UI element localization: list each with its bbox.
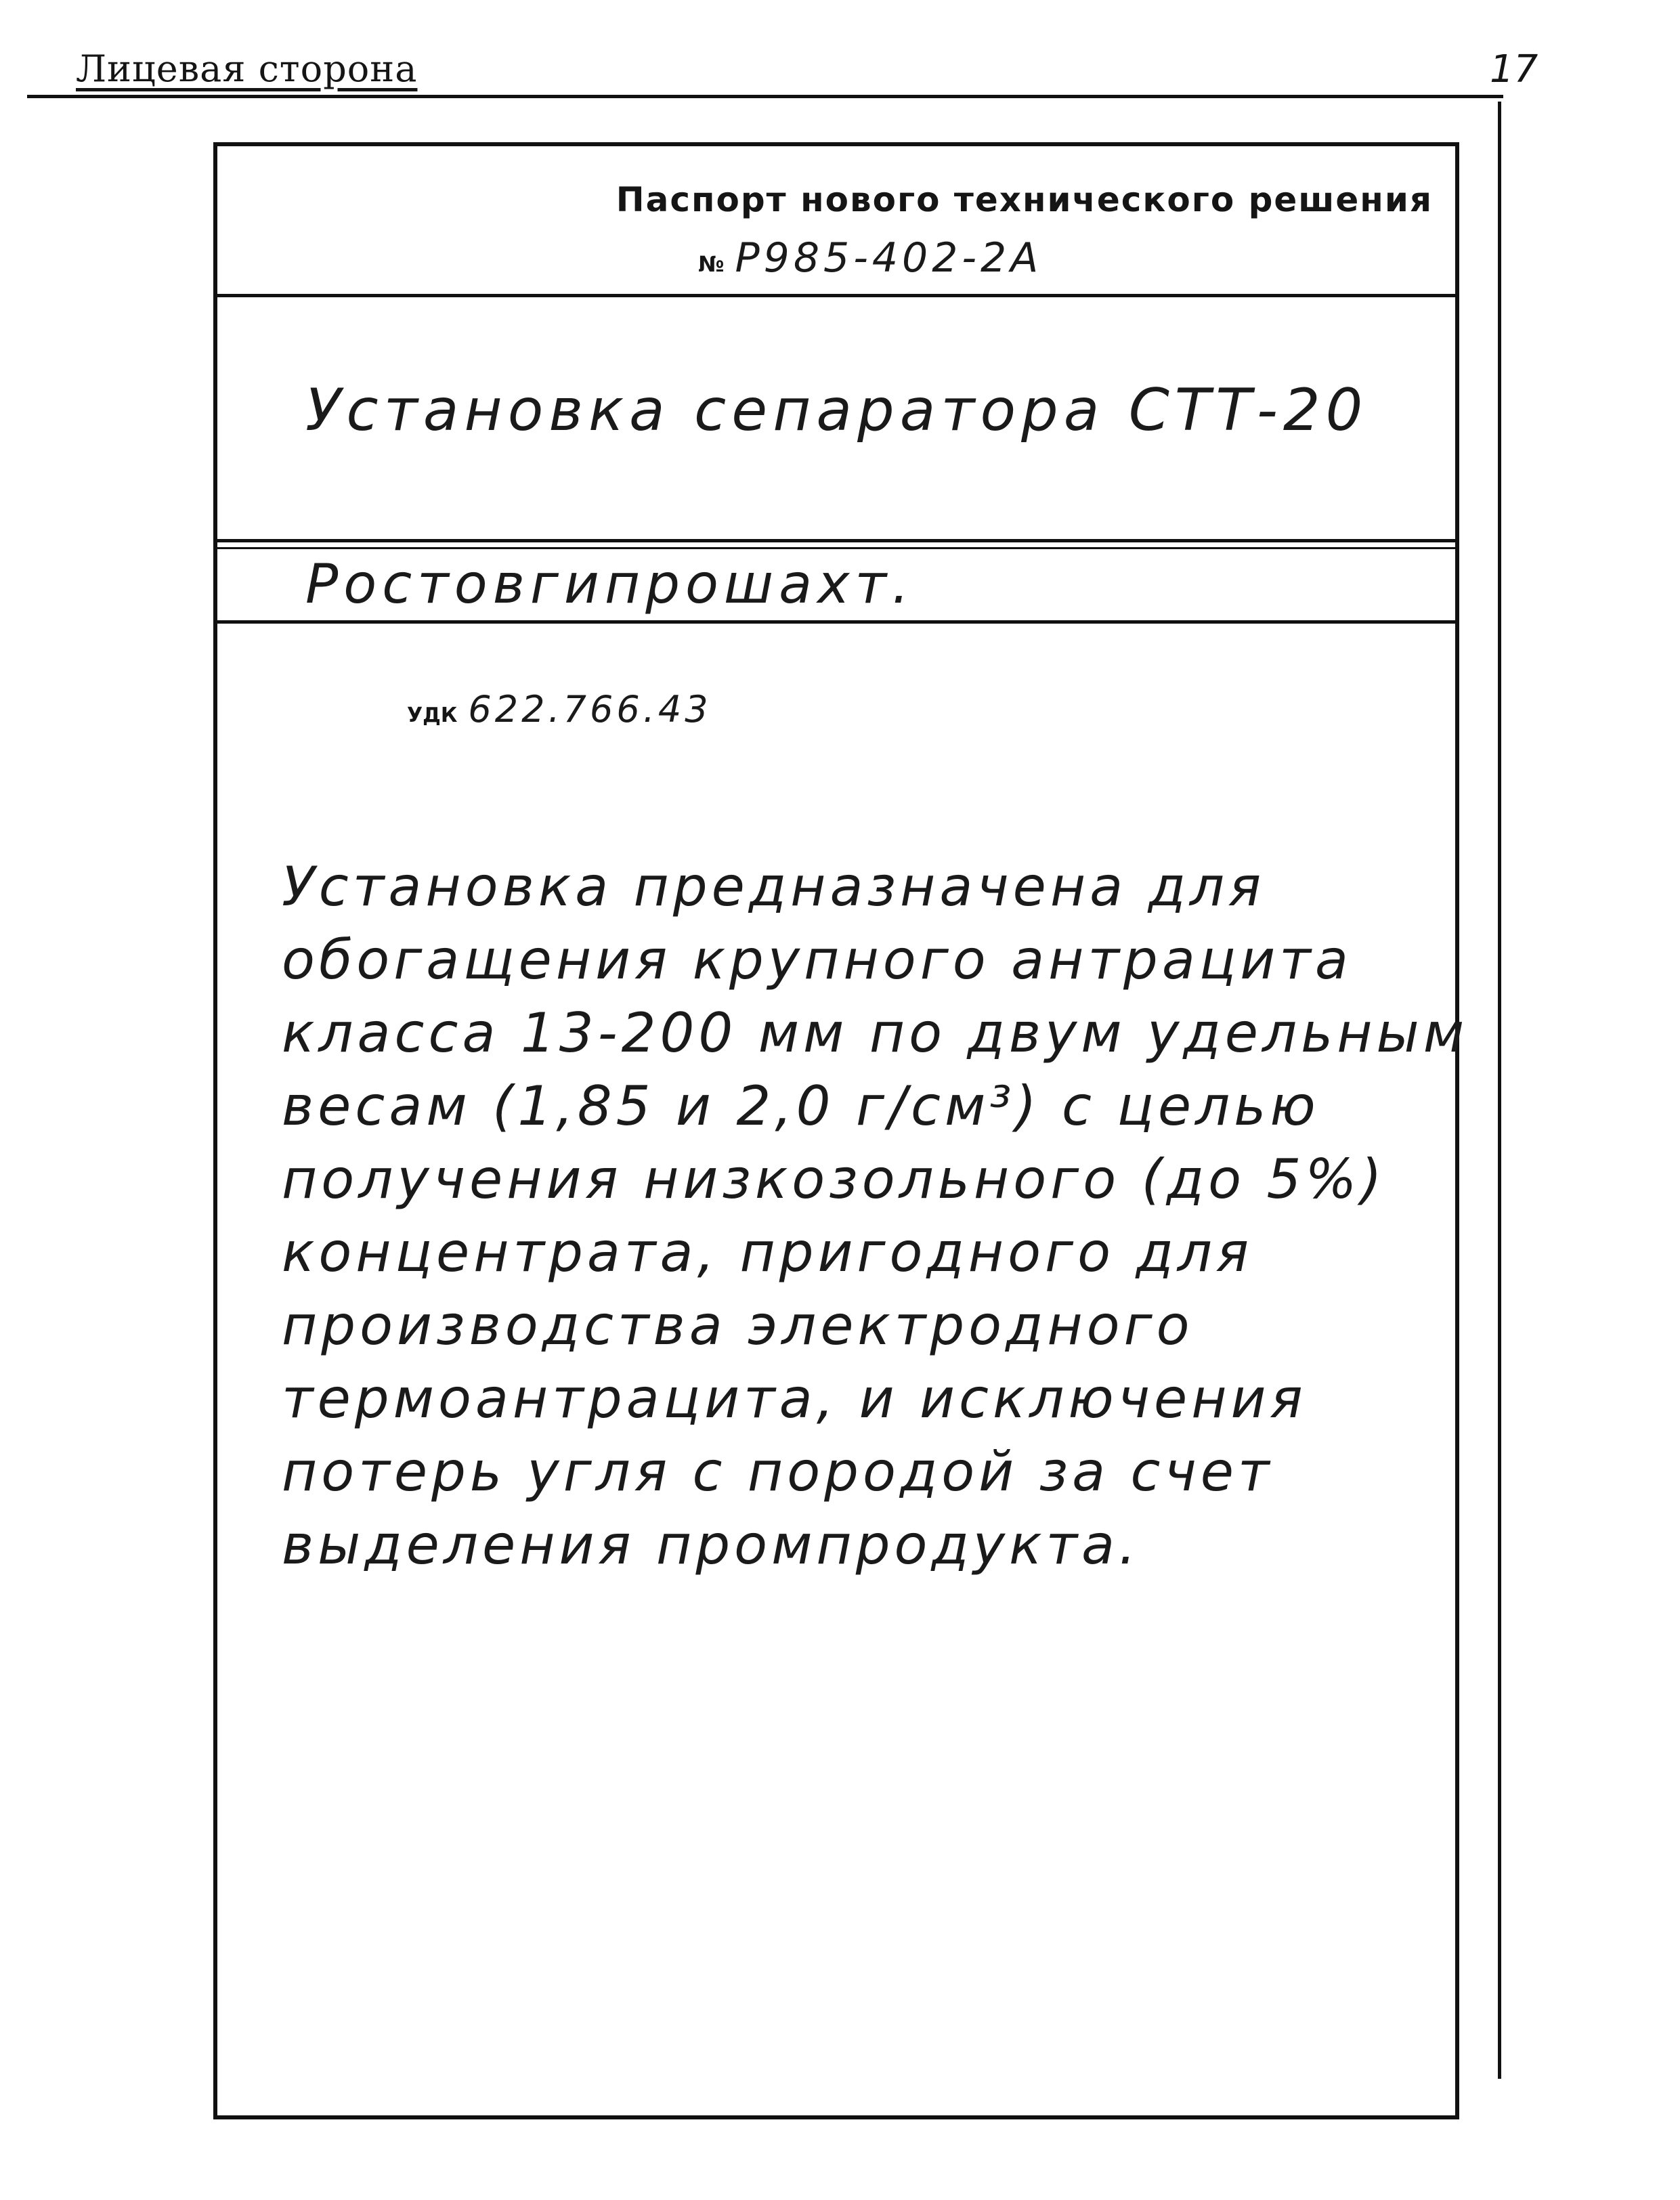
description-text [282,850,1469,1582]
passport-number-field [698,234,1042,282]
header-underline [27,95,1503,98]
description-line: потерь угля с породой за счет [282,1440,1274,1503]
organization-name: Ростовгипрошахт. [305,553,915,616]
section-divider [217,539,1455,542]
solution-name: Установка сепаратора СТТ-20 [305,376,1369,444]
udk-field [407,688,712,731]
passport-number-label: № [698,251,725,277]
passport-number-value: Р985-402-2А [735,234,1043,282]
description-line: обогащения крупного антрацита [282,928,1352,991]
description-line: получения низкозольного (до 5%) [282,1148,1386,1211]
right-margin-line [1498,102,1501,2079]
section-divider [217,294,1455,297]
description-line: выделения промпродукта. [282,1513,1140,1576]
description-line: концентрата, пригодного для [282,1221,1253,1284]
section-divider [217,547,1455,549]
description-line: Установка предназначена для [282,855,1266,918]
description-line: весам (1,85 и 2,0 г/см³) с целью [282,1075,1320,1138]
udk-label: УДК [407,704,458,727]
passport-title: Паспорт нового технического решения [616,180,1433,219]
udk-code: 622.766.43 [468,688,712,731]
description-line: класса 13-200 мм по двум удельным [282,1001,1469,1064]
page-number: 17 [1490,47,1538,91]
page-side-label: Лицевая сторона [76,47,418,90]
passport-form-frame [213,142,1469,2119]
description-line: термоантрацита, и исключения [282,1367,1307,1430]
description-line: производства электродного [282,1294,1194,1357]
section-divider [217,620,1455,624]
